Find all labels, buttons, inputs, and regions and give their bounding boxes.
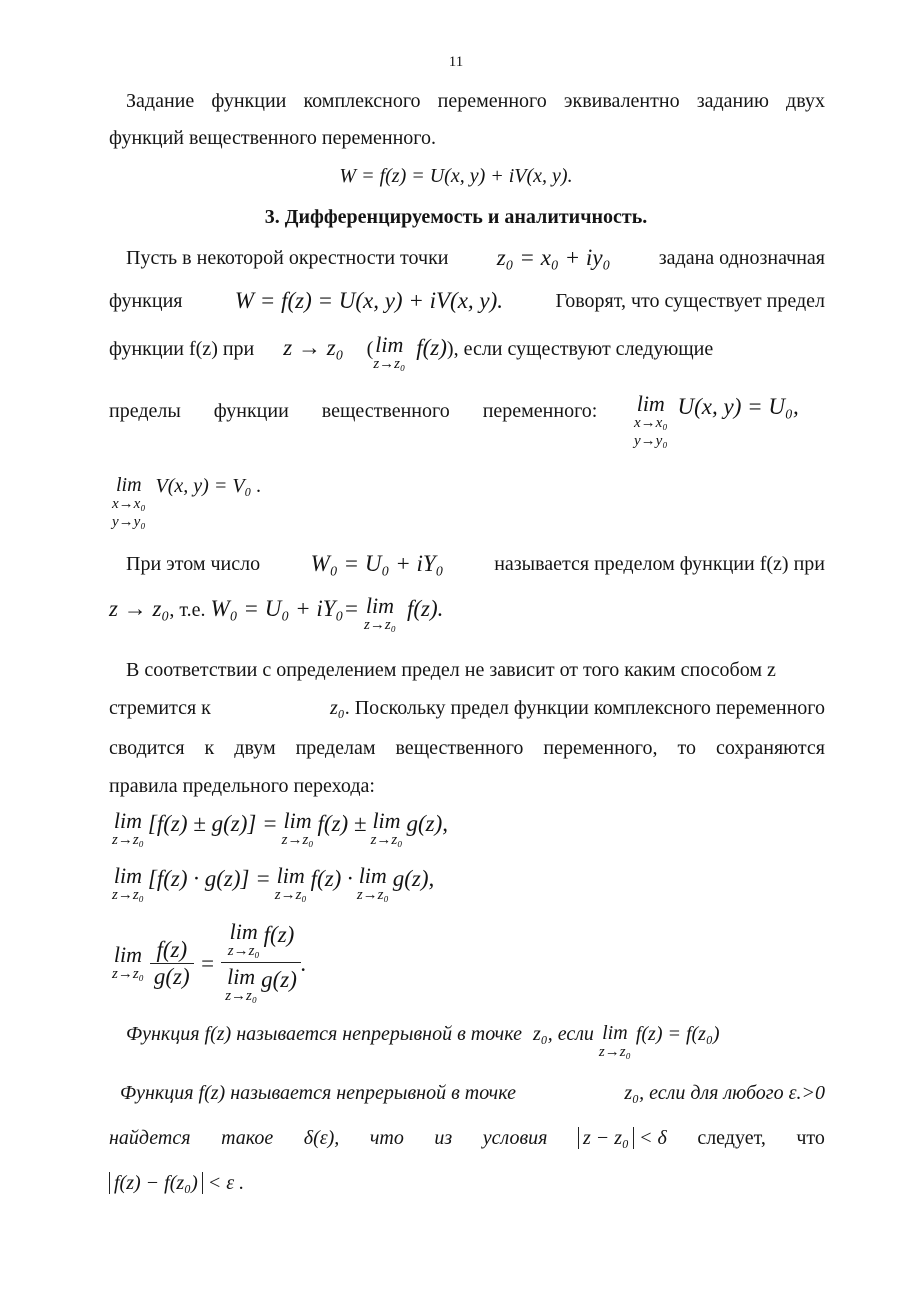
math-w0: W₀ = U₀ + iY₀ bbox=[310, 551, 444, 576]
math: < ε . bbox=[207, 1172, 245, 1194]
lim-subscript: z→z₀ bbox=[373, 356, 406, 372]
math-v-limit: V(x, y) = V₀ . bbox=[155, 475, 262, 497]
lim-subscript: z→z₀ bbox=[112, 832, 144, 848]
lim-word: lim bbox=[358, 863, 387, 888]
lim-subscript: x→x₀ bbox=[634, 415, 668, 431]
limit bbox=[599, 1023, 631, 1061]
paragraph-line bbox=[126, 551, 825, 577]
fraction bbox=[150, 937, 194, 990]
lim-subscript: z→z₀ bbox=[227, 943, 260, 959]
paragraph-line: В соответствии с определением предел не зависит от того каким способом z bbox=[126, 659, 776, 681]
fraction bbox=[221, 919, 301, 1005]
text: . Поскольку предел функции комплексного переменного bbox=[344, 697, 825, 719]
abs-value: z − z₀ bbox=[578, 1127, 634, 1149]
equation-w bbox=[0, 163, 912, 189]
paragraph-line bbox=[109, 1170, 825, 1196]
text: , если для любого ε.>0 bbox=[639, 1082, 825, 1104]
limit-v bbox=[112, 475, 262, 531]
word: эквивалентно bbox=[563, 90, 680, 112]
lim-word: lim bbox=[113, 941, 142, 967]
math-z0: z₀ bbox=[329, 697, 345, 719]
math-w-function: W = f(z) = U(x, y) + iV(x, y). bbox=[234, 288, 504, 313]
word: к bbox=[204, 737, 215, 759]
lim-subscript: z→z₀ bbox=[112, 887, 144, 903]
equation-text: W = f(z) = U(x, y) + iV(x, y). bbox=[339, 165, 573, 187]
word: то bbox=[677, 737, 696, 759]
lim-subscript: z→z₀ bbox=[281, 832, 314, 848]
paragraph-line bbox=[126, 88, 825, 114]
paragraph-line bbox=[109, 1125, 825, 1151]
lim-word: lim bbox=[227, 964, 256, 989]
limit bbox=[364, 593, 396, 634]
paragraph-line bbox=[109, 735, 825, 761]
lim-subscript: z→z₀ bbox=[370, 832, 403, 848]
limit bbox=[112, 808, 144, 849]
word: следует, bbox=[697, 1127, 766, 1149]
word: переменного bbox=[437, 90, 547, 112]
rule-quotient bbox=[112, 919, 307, 1005]
math-fz: f(z) bbox=[416, 335, 447, 360]
math-w0: W₀ = U₀ + iY₀= bbox=[210, 596, 360, 621]
rule-sum bbox=[112, 808, 448, 849]
word: двух bbox=[786, 90, 825, 112]
text: функция bbox=[109, 290, 183, 312]
lim-word: lim bbox=[375, 332, 404, 357]
word: найдется bbox=[109, 1127, 191, 1149]
math-z-to-z0: z → z₀ bbox=[283, 335, 344, 360]
text: Функция f(z) называется непрерывной в точке bbox=[126, 1023, 522, 1045]
math-z-to-z0: z → z₀ bbox=[109, 596, 170, 621]
math: g(z), bbox=[392, 866, 435, 891]
paragraph-line bbox=[120, 1080, 825, 1106]
limit bbox=[225, 964, 258, 1005]
text: , если bbox=[547, 1023, 594, 1045]
word: сводится bbox=[109, 737, 185, 759]
word: такое bbox=[221, 1127, 274, 1149]
paragraph-line: функции f(z) при z → z₀ ( lim z→z₀ f(z)), если существуют следующие bbox=[109, 332, 714, 372]
lim-word: lim bbox=[113, 863, 142, 888]
lim-word: lim bbox=[113, 808, 142, 833]
numerator: f(z) bbox=[150, 937, 194, 964]
definition-continuity-1 bbox=[126, 1023, 720, 1061]
math: [f(z) · g(z)] = bbox=[147, 866, 271, 891]
math: f(z) · bbox=[310, 866, 353, 891]
denominator bbox=[221, 963, 301, 1005]
math-u-limit: U(x, y) = U₀, bbox=[677, 394, 799, 419]
text: Пусть в некоторой окрестности точки bbox=[126, 247, 449, 269]
lim-word: lim bbox=[636, 391, 665, 416]
limit bbox=[370, 808, 403, 849]
text: функции f(z) при bbox=[109, 338, 255, 360]
lim-word: lim bbox=[276, 863, 305, 888]
word: вещественного bbox=[395, 737, 524, 759]
text: пределы функции вещественного переменного: bbox=[109, 400, 598, 422]
lim-word: lim bbox=[602, 1022, 628, 1044]
rule-product bbox=[112, 863, 435, 904]
text: ), если существуют следующие bbox=[446, 338, 714, 360]
equals: = bbox=[199, 950, 216, 976]
limit-u bbox=[634, 391, 799, 450]
lim-word: lim bbox=[372, 808, 401, 833]
math: [f(z) ± g(z)] = bbox=[147, 811, 278, 836]
word: заданию bbox=[696, 90, 769, 112]
math-z0: z₀ bbox=[624, 1082, 640, 1104]
word: из bbox=[434, 1127, 453, 1149]
word: δ(ε), bbox=[303, 1127, 340, 1149]
math: f(z) = f(z₀) bbox=[635, 1023, 720, 1045]
word: комплексного bbox=[303, 90, 421, 112]
limit bbox=[227, 919, 260, 960]
lim-word: lim bbox=[229, 919, 258, 944]
numerator bbox=[221, 919, 301, 963]
paragraph-line: функций вещественного переменного. bbox=[109, 127, 437, 149]
limit bbox=[274, 863, 307, 904]
limit bbox=[356, 863, 389, 904]
lim-subscript: z→z₀ bbox=[356, 887, 389, 903]
math-z0: z₀ = x₀ + iy₀ bbox=[496, 245, 611, 270]
word: пределам bbox=[295, 737, 376, 759]
math-z0: z₀ bbox=[532, 1023, 548, 1045]
math: g(z), bbox=[406, 811, 448, 836]
limit bbox=[112, 863, 144, 904]
lim-word: lim bbox=[365, 593, 395, 618]
lim-subscript: z→z₀ bbox=[598, 1044, 631, 1060]
paragraph-line bbox=[126, 245, 825, 271]
lim-subscript: z→z₀ bbox=[112, 965, 144, 982]
limit bbox=[634, 391, 668, 450]
abs-value: f(z) − f(z₀) bbox=[109, 1172, 203, 1194]
text: задана однозначная bbox=[658, 247, 825, 269]
text: стремится к bbox=[109, 697, 211, 719]
text: При этом число bbox=[126, 553, 261, 575]
paragraph-line bbox=[109, 593, 825, 634]
limit bbox=[373, 332, 406, 373]
lim-subscript: z→z₀ bbox=[364, 617, 396, 633]
math: f(z) ± bbox=[317, 811, 367, 836]
math: g(z) bbox=[261, 967, 297, 992]
lim-word: lim bbox=[115, 474, 142, 496]
page-number: 11 bbox=[448, 54, 464, 70]
math: f(z) bbox=[263, 922, 295, 947]
text: , т.е. bbox=[169, 599, 206, 621]
word: что bbox=[369, 1127, 404, 1149]
text: Функция f(z) называется непрерывной в точке bbox=[120, 1082, 516, 1104]
lim-subscript: z→z₀ bbox=[274, 887, 307, 903]
limit bbox=[281, 808, 314, 849]
paragraph-line: правила предельного перехода: bbox=[109, 775, 375, 797]
lim-subscript: x→x₀ bbox=[112, 496, 146, 512]
word: условия bbox=[482, 1127, 548, 1149]
lim-subscript: z→z₀ bbox=[225, 988, 258, 1004]
denominator: g(z) bbox=[153, 964, 190, 989]
word: Задание bbox=[126, 90, 195, 112]
math: < δ bbox=[638, 1127, 667, 1149]
period: . bbox=[300, 950, 307, 976]
text: Говорят, что существует предел bbox=[555, 290, 825, 312]
word: переменного, bbox=[543, 737, 658, 759]
paragraph-line bbox=[109, 695, 825, 721]
lim-subscript: y→y₀ bbox=[634, 433, 668, 449]
word: двум bbox=[234, 737, 276, 759]
limit bbox=[112, 475, 146, 531]
math-fz: f(z). bbox=[406, 596, 444, 621]
paragraph-line bbox=[109, 288, 825, 314]
section-title: 3. Дифференцируемость и аналитичность. bbox=[264, 206, 648, 228]
text: называется пределом функции f(z) при bbox=[494, 553, 825, 575]
limit bbox=[112, 941, 144, 983]
word: сохраняются bbox=[716, 737, 825, 759]
lim-subscript: y→y₀ bbox=[112, 514, 146, 530]
word: функции bbox=[211, 90, 287, 112]
word: что bbox=[796, 1127, 825, 1149]
lim-word: lim bbox=[283, 808, 312, 833]
